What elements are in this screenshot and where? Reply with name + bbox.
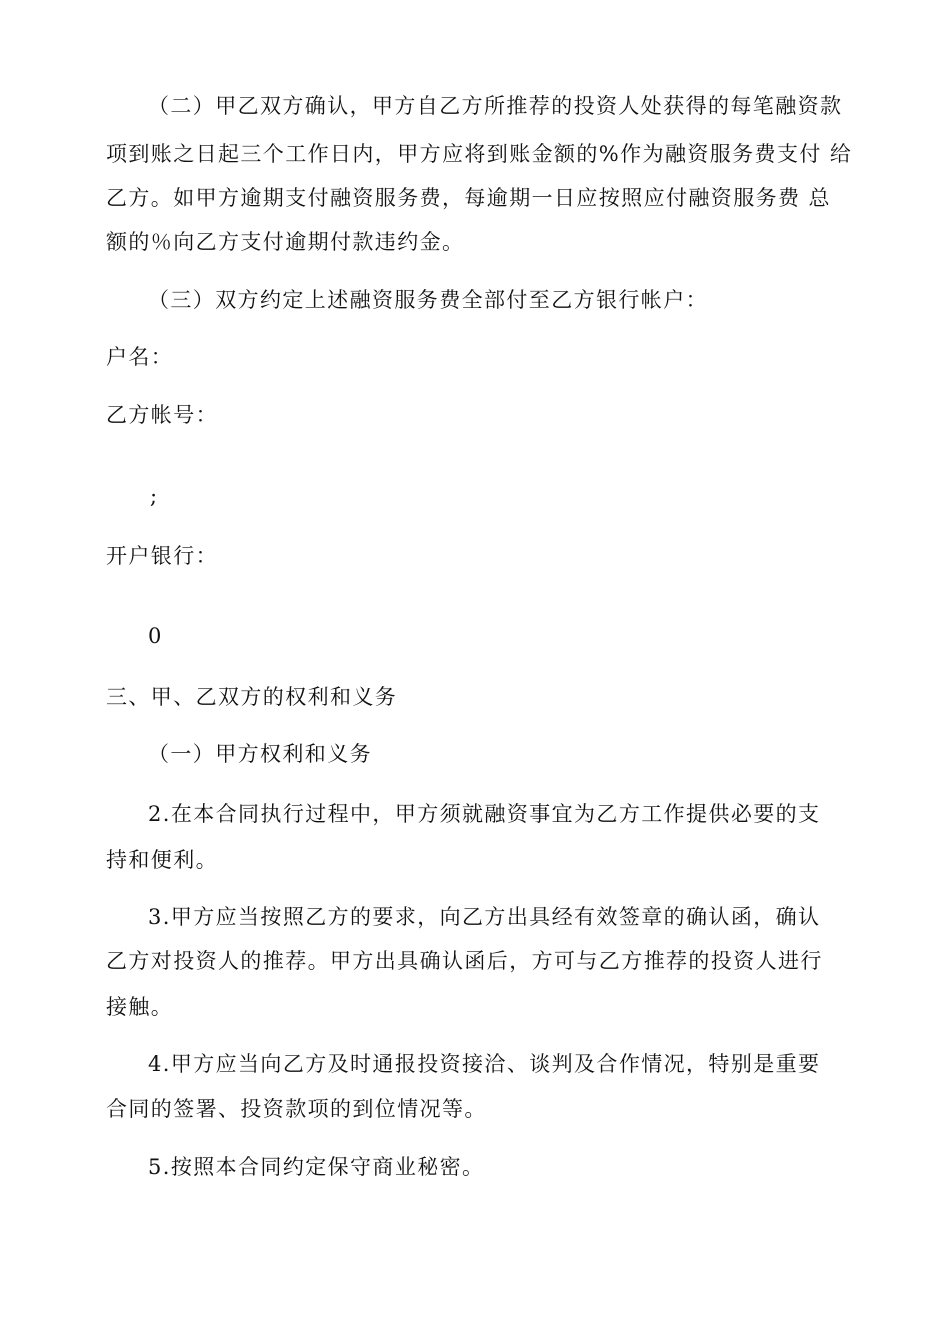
text-line-17: 接触。 — [106, 995, 174, 1019]
text-line-15: 3.甲方应当按照乙方的要求，向乙方出具经有效签章的确认函，确认 — [148, 905, 821, 929]
text-line-20: 5.按照本合同约定保守商业秘密。 — [148, 1155, 485, 1179]
text-line-16: 乙方对投资人的推荐。甲方出具确认函后，方可与乙方推荐的投资人进行 — [106, 949, 823, 973]
section-heading: 三、甲、乙双方的权利和义务 — [106, 685, 398, 709]
text-line-10: 0 — [148, 624, 163, 648]
text-line-7: 乙方帐号： — [106, 403, 218, 427]
text-line-13: 2.在本合同执行过程中，甲方须就融资事宜为乙方工作提供必要的支 — [148, 802, 821, 826]
text-line-4: 额的％向乙方支付逾期付款违约金。 — [106, 230, 465, 254]
text-line-5: （三）双方约定上述融资服务费全部付至乙方银行帐户： — [148, 288, 708, 312]
text-line-14: 持和便利。 — [106, 848, 218, 872]
text-line-19: 合同的签署、投资款项的到位情况等。 — [106, 1097, 487, 1121]
text-line-1: （二）甲乙双方确认，甲方自乙方所推荐的投资人处获得的每笔融资款 — [148, 94, 843, 118]
text-line-3: 乙方。如甲方逾期支付融资服务费，每逾期一日应按照应付融资服务费 总 — [106, 186, 831, 210]
text-line-6: 户名： — [106, 345, 174, 369]
text-line-2: 项到账之日起三个工作日内，甲方应将到账金额的%作为融资服务费支付 给 — [106, 142, 853, 166]
subsection-heading: （一）甲方权利和义务 — [148, 742, 372, 766]
text-line-9: 开户银行： — [106, 544, 218, 568]
text-line-18: 4.甲方应当向乙方及时通报投资接洽、谈判及合作情况，特别是重要 — [148, 1052, 821, 1076]
text-line-8: ; — [150, 484, 159, 508]
